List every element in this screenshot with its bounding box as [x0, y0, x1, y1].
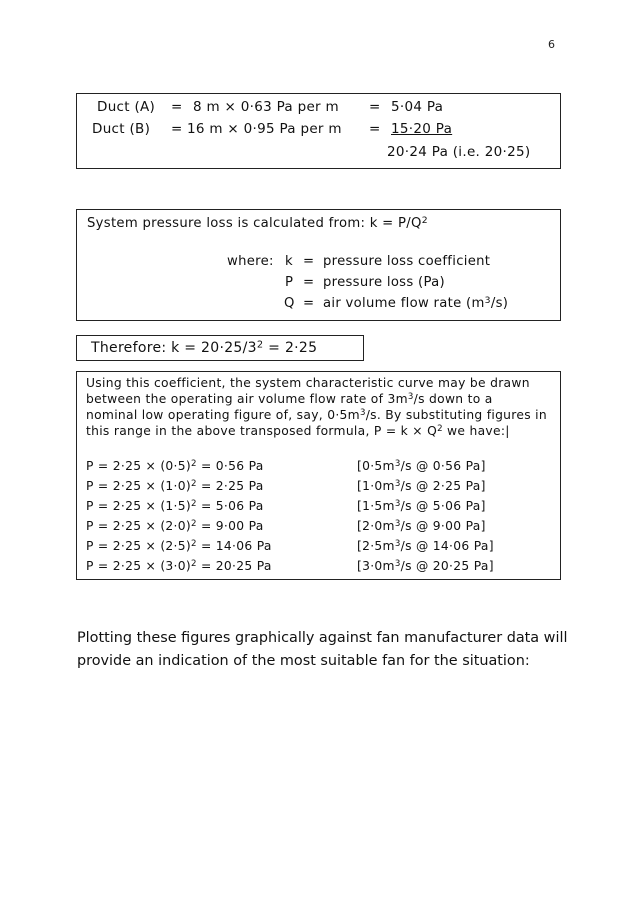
- calc-left-3: $P = 2\cdot 25 \times (1\cdot 5)^2 = 5\cdot 06$ Pa: [86, 499, 264, 513]
- calc-left-2: $P = 2\cdot 25 \times (1\cdot 0)^2 = 2\cdot 25$ Pa: [86, 479, 264, 493]
- duct-a-label: Duct (A): [97, 99, 156, 115]
- duct-a-equals: =: [171, 99, 183, 115]
- calc-left-5: $P = 2\cdot 25 \times (2\cdot 5)^2 = 14\cdot 06$ Pa: [86, 539, 272, 553]
- para-line-2: between the operating air volume flow rate of $3m^3/s$ down to a: [86, 392, 493, 406]
- def-q-equals: =: [303, 296, 315, 311]
- system-pressure-box: [76, 209, 561, 321]
- def-k-equals: =: [303, 254, 315, 269]
- duct-a-expression: 8 m × 0·63 Pa per m: [193, 99, 339, 115]
- system-intro: System pressure loss is calculated from: $k = P/Q^2$: [87, 214, 428, 231]
- calc-right-5: [$2\cdot 5m^3/s$ @ 14·06 Pa]: [357, 539, 494, 553]
- therefore-box: [76, 335, 364, 361]
- calc-left-4: $P = 2\cdot 25 \times (2\cdot 0)^2 = 9\cdot 00$ Pa: [86, 519, 264, 533]
- duct-b-label: Duct (B): [92, 121, 151, 137]
- page-number: 6: [548, 38, 555, 51]
- def-p-equals: =: [303, 275, 315, 290]
- duct-a-result: 5·04 Pa: [391, 99, 444, 115]
- calc-right-1: [$0\cdot 5m^3/s$ @ 0·56 Pa]: [357, 459, 486, 473]
- para-line-1: Using this coefficient, the system characteristic curve may be drawn: [86, 376, 530, 390]
- where-label: where:: [227, 254, 274, 269]
- para-line-3: nominal low operating figure of, say, $0\cdot 5m^3/s$. By substituting figures in: [86, 408, 547, 422]
- coefficient-usage-box: [76, 371, 561, 580]
- body-line-2: provide an indication of the most suitable fan for the situation:: [77, 653, 530, 669]
- def-p-desc: pressure loss (Pa): [323, 275, 445, 290]
- duct-b-equals: =: [171, 121, 183, 137]
- calc-right-3: [$1\cdot 5m^3/s$ @ 5·06 Pa]: [357, 499, 486, 513]
- def-q-symbol: Q: [284, 296, 295, 311]
- calc-right-6: [$3\cdot 0m^3/s$ @ 20·25 Pa]: [357, 559, 494, 573]
- body-paragraph: [77, 627, 577, 673]
- duct-b-equals-2: =: [369, 121, 381, 137]
- duct-b-result: 15·20 Pa: [391, 121, 453, 137]
- duct-b-expression: 16 m × 0·95 Pa per m: [187, 121, 342, 137]
- duct-calculation-box: [76, 93, 561, 169]
- calc-left-1: $P = 2\cdot 25 \times (0\cdot 5)^2 = 0\cdot 56$ Pa: [86, 459, 264, 473]
- therefore-text: Therefore: $k = 20\cdot 25/3^2 = 2\cdot 25$: [91, 339, 318, 356]
- body-line-1: Plotting these figures graphically against fan manufacturer data will: [77, 630, 568, 646]
- calc-right-2: [$1\cdot 0m^3/s$ @ 2·25 Pa]: [357, 479, 486, 493]
- def-p-symbol: P: [285, 275, 294, 290]
- calc-right-4: [$2\cdot 0m^3/s$ @ 9·00 Pa]: [357, 519, 486, 533]
- duct-a-equals-2: =: [369, 99, 381, 115]
- def-q-desc: air volume flow rate $(m^3/s)$: [323, 294, 509, 311]
- para-line-4: this range in the above transposed formula, $P = k \times Q^2$ we have:|: [86, 424, 510, 438]
- def-k-desc: pressure loss coefficient: [323, 254, 491, 269]
- duct-total: 20·24 Pa (i.e. 20·25): [387, 144, 531, 160]
- def-k-symbol: k: [285, 254, 293, 269]
- calc-left-6: $P = 2\cdot 25 \times (3\cdot 0)^2 = 20\cdot 25$ Pa: [86, 559, 272, 573]
